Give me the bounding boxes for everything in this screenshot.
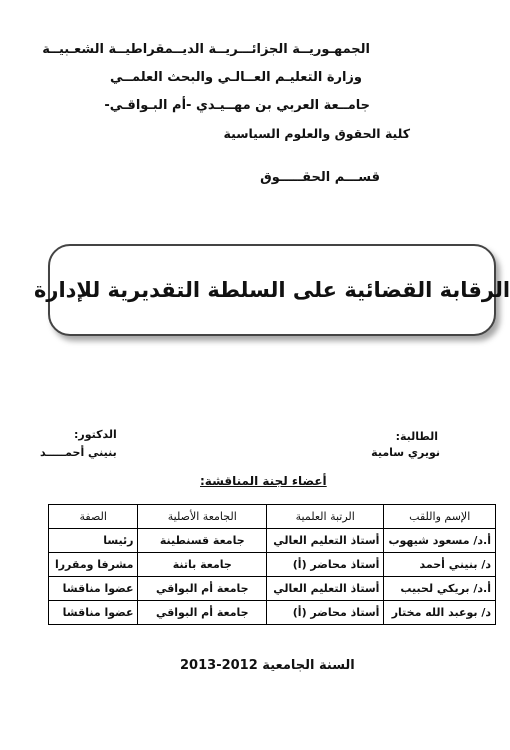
member-rank: أستاذ محاضر (أ)	[267, 601, 384, 625]
department-name: قســـم الحقـــــوق	[260, 170, 380, 185]
table-row	[49, 601, 496, 625]
supervisor-name: بنيني أحمـــــد	[40, 446, 117, 459]
thesis-title: الرقابة القضائية على السلطة التقديرية للإدارة	[33, 278, 510, 302]
student-label: الطالبة:	[395, 430, 438, 443]
member-rank: أستاذ التعليم العالي	[267, 529, 384, 553]
supervisor-label: الدكتور:	[74, 428, 117, 441]
header-role: الصفة	[49, 505, 138, 529]
header-name: الإسم واللقب	[384, 505, 496, 529]
ministry-line: وزارة التعليـم العــالـي والبحث العلمــي	[109, 70, 362, 85]
republic-line: الجمهـوريــة الجزائـــريــة الديــمقراطيــة الشعـبيــة	[42, 42, 370, 57]
student-name: نويري سامية	[371, 446, 440, 459]
member-name: د/ بنيني أحمد	[384, 553, 496, 577]
member-university: جامعة أم البواقي	[138, 577, 267, 601]
member-university: جامعة باتنة	[138, 553, 267, 577]
member-rank: أستاذ محاضر (أ)	[267, 553, 384, 577]
member-name: د/ بوعبد الله مختار	[384, 601, 496, 625]
header-rank: الرتبة العلمية	[267, 505, 384, 529]
header-block	[42, 36, 370, 120]
member-rank: أستاذ التعليم العالي	[267, 577, 384, 601]
member-university: جامعة قسنطينة	[138, 529, 267, 553]
university-line: جامــعة العربي بن مهــيـدي -أم البـواقـي-	[104, 98, 370, 113]
thesis-title-box	[33, 244, 510, 336]
committee-title: أعضاء لجنة المناقشة:	[200, 474, 327, 488]
academic-year: السنة الجامعية 2012-2013	[180, 658, 355, 673]
member-role: عضوا مناقشا	[49, 577, 138, 601]
header-university: الجامعة الأصلية	[138, 505, 267, 529]
table-row	[49, 553, 496, 577]
member-name: أ.د/ مسعود شيهوب	[384, 529, 496, 553]
committee-table	[48, 504, 496, 625]
member-university: جامعة أم البواقي	[138, 601, 267, 625]
table-row	[49, 529, 496, 553]
table-header-row	[49, 505, 496, 529]
faculty-name: كلية الحقوق والعلوم السياسية	[223, 126, 410, 141]
member-role: مشرفا ومقررا	[49, 553, 138, 577]
member-role: عضوا مناقشا	[49, 601, 138, 625]
table-row	[49, 577, 496, 601]
member-name: أ.د/ بريكي لحبيب	[384, 577, 496, 601]
member-role: رئيسا	[49, 529, 138, 553]
